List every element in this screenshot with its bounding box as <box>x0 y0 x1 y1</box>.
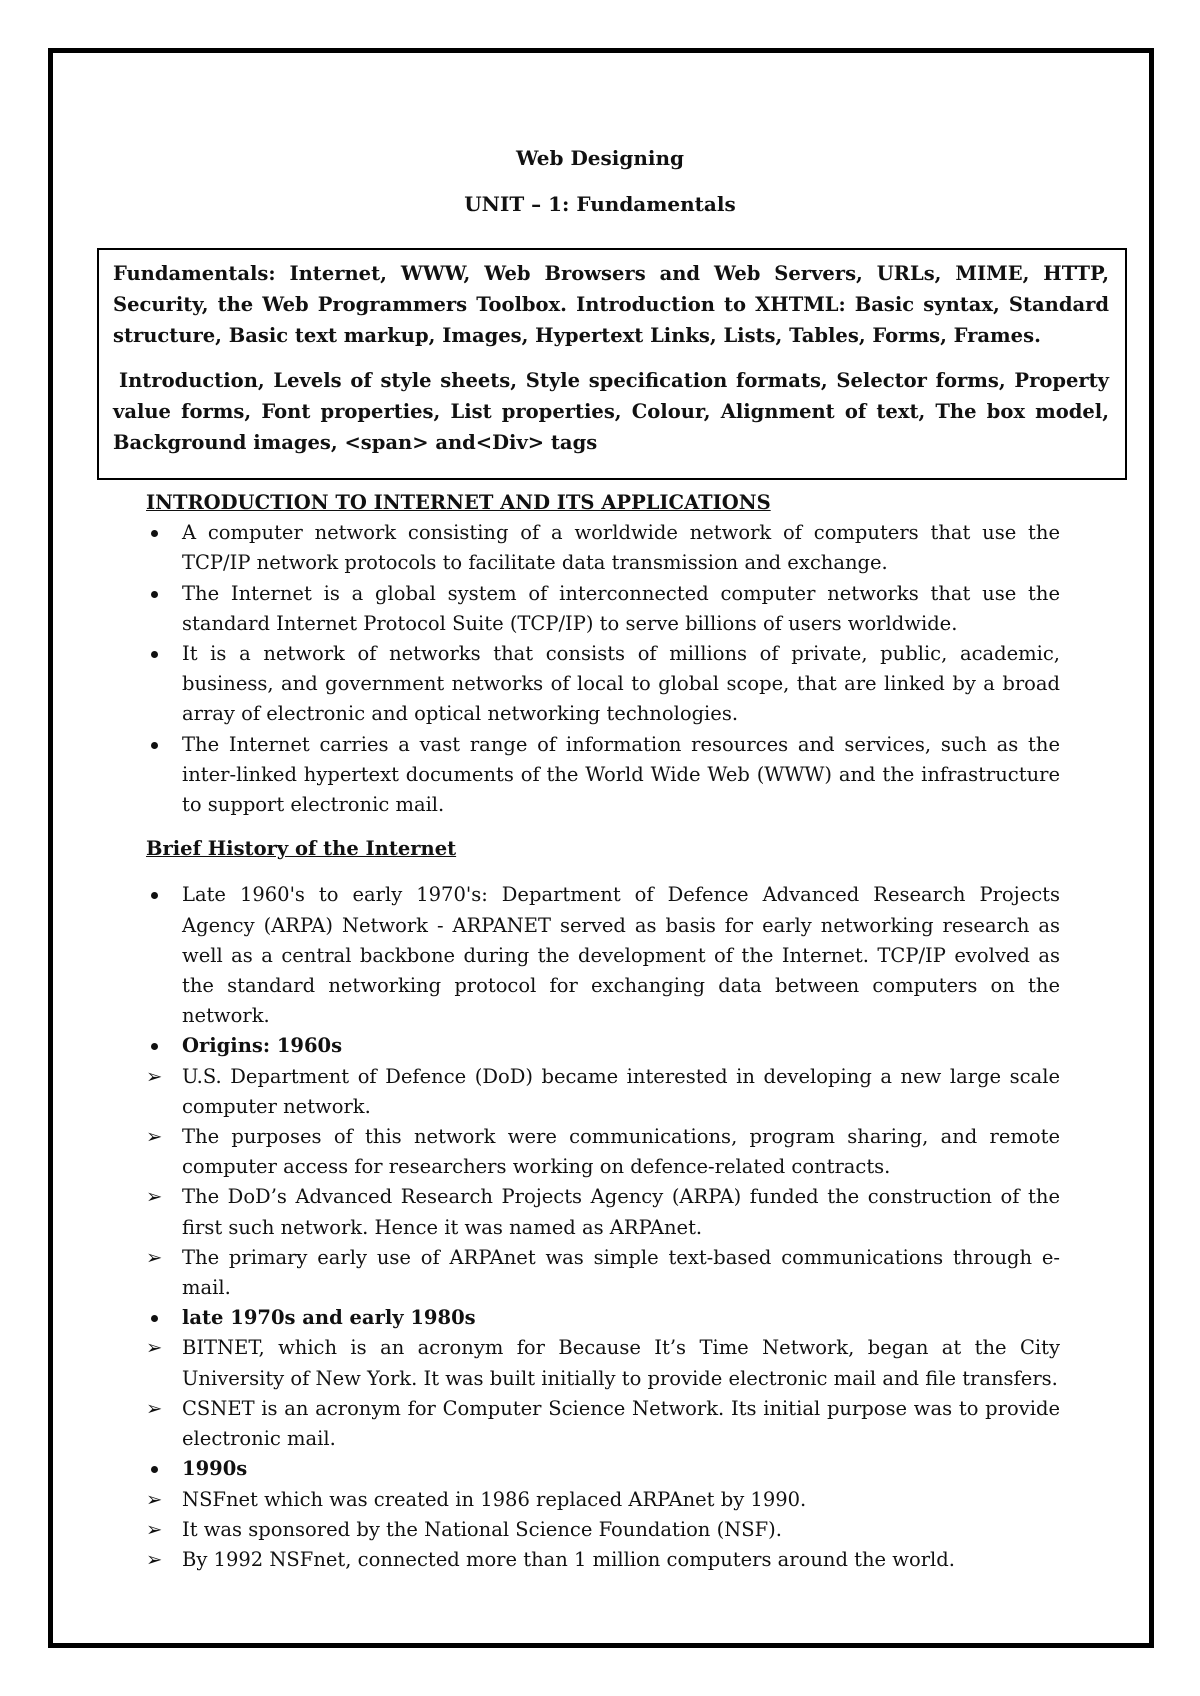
unit-subtitle: UNIT – 1: Fundamentals <box>464 192 736 216</box>
list-item: ➢ It was sponsored by the National Science Foundation (NSF). <box>146 1515 1060 1545</box>
list-item: ➢ The primary early use of ARPAnet was simple text-based communications through e-mail. <box>146 1243 1060 1303</box>
syllabus-box <box>97 248 1127 480</box>
syllabus-paragraph-2: Introduction, Levels of style sheets, Style specification formats, Selector forms, Property value forms, Font properties, List properties, Colour, Alignment of text, The box model, Background images, <span> and<Div> tags <box>113 369 1109 454</box>
list-item: ➢ BITNET, which is an acronym for Because It’s Time Network, began at the City University of New York. It was built initially to provide electronic mail and file transfers. <box>146 1333 1060 1393</box>
era-heading: late 1970s and early 1980s <box>182 1306 476 1330</box>
section-heading-history: Brief History of the Internet <box>146 837 457 861</box>
list-item: ➢ NSFnet which was created in 1986 replaced ARPAnet by 1990. <box>146 1485 1060 1515</box>
arrow-bullet-icon: ➢ <box>146 1396 163 1420</box>
main-content <box>146 488 1060 1575</box>
list-item: A computer network consisting of a worldwide network of computers that use the TCP/IP network protocols to facilitate data transmission and exchange. <box>182 521 1060 575</box>
list-item: ➢ The DoD’s Advanced Research Projects Agency (ARPA) funded the construction of the first such network. Hence it was named as ARPAnet. <box>146 1182 1060 1242</box>
era-heading: 1990s <box>182 1457 248 1481</box>
arrow-bullet-icon: ➢ <box>146 1517 163 1541</box>
arrow-bullet-icon: ➢ <box>146 1125 163 1149</box>
era-heading: Origins: 1960s <box>182 1034 343 1058</box>
arrow-bullet-icon: ➢ <box>146 1185 163 1209</box>
arrow-bullet-icon: ➢ <box>146 1487 163 1511</box>
arrow-bullet-icon: ➢ <box>146 1547 163 1571</box>
arrow-bullet-icon: ➢ <box>146 1336 163 1360</box>
list-item: ➢ U.S. Department of Defence (DoD) became interested in developing a new large scale computer network. <box>146 1062 1060 1122</box>
list-item: Late 1960's to early 1970's: Department of Defence Advanced Research Projects Agency (ARPA) Network - ARPANET served as basis for early networking research as well as a central backbone during the development of the Internet. TCP/IP evolved as the standard networking protocol for exchanging data between computers on the network. <box>182 883 1060 1028</box>
list-item: The Internet carries a vast range of information resources and services, such as the inter-linked hypertext documents of the World Wide Web (WWW) and the infrastructure to support electronic mail. <box>182 732 1060 817</box>
list-item: The Internet is a global system of interconnected computer networks that use the standard Internet Protocol Suite (TCP/IP) to serve billions of users worldwide. <box>182 581 1060 635</box>
list-item: ➢ CSNET is an acronym for Computer Science Network. Its initial purpose was to provide electronic mail. <box>146 1394 1060 1454</box>
syllabus-paragraph-1: Fundamentals: Internet, WWW, Web Browsers and Web Servers, URLs, MIME, HTTP, Security, the Web Programmers Toolbox. Introduction to XHTML: Basic syntax, Standard structure, Basic text markup, Images, Hypertext Links, Lists, Tables, Forms, Frames. <box>113 262 1109 347</box>
arrow-bullet-icon: ➢ <box>146 1245 163 1269</box>
list-item: It is a network of networks that consists of millions of private, public, academic, business, and government networks of local to global scope, that are linked by a broad array of electronic and optical networking technologies. <box>182 642 1060 726</box>
list-item: ➢ The purposes of this network were communications, program sharing, and remote computer access for researchers working on defence-related contracts. <box>146 1122 1060 1182</box>
list-item: ➢ By 1992 NSFnet, connected more than 1 million computers around the world. <box>146 1545 1060 1575</box>
arrow-bullet-icon: ➢ <box>146 1064 163 1088</box>
section-heading-internet: INTRODUCTION TO INTERNET AND ITS APPLICATIONS <box>146 491 771 514</box>
document-title: Web Designing <box>515 146 685 170</box>
